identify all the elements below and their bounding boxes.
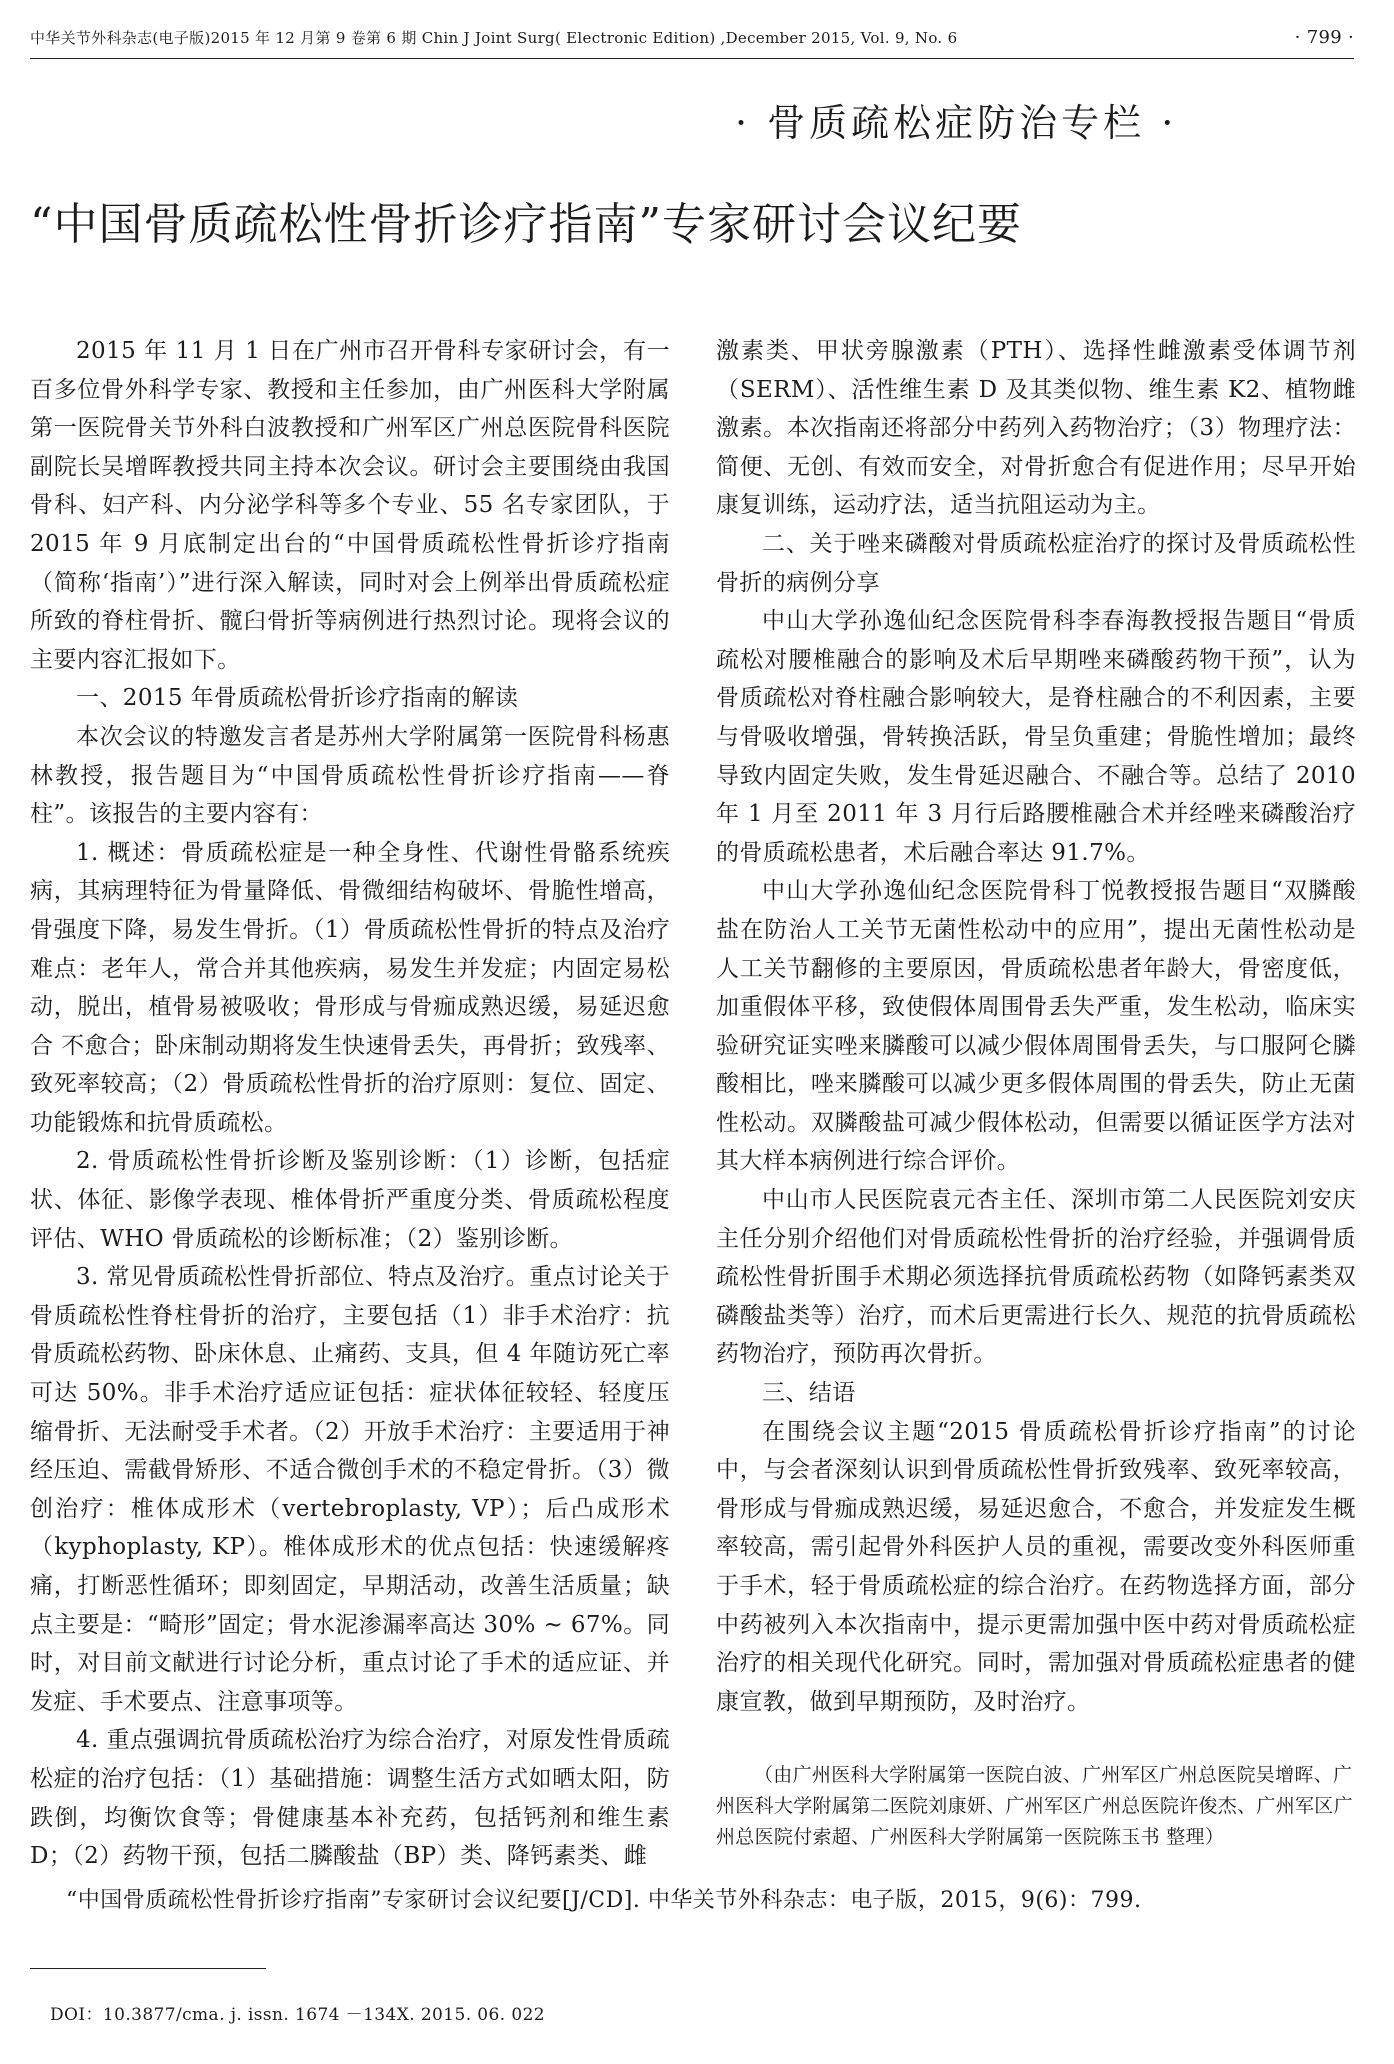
section3-paragraph: 在围绕会议主题“2015 骨质疏松骨折诊疗指南”的讨论中，与会者深刻认识到骨质疏松性骨折致残率、致死率较高，骨形成与骨痂成熟迟缓，易延迟愈合，不愈合，并发症发生概率较高，需引起骨外科医护人员的重视，需要改变外科医师重于手术，轻于骨质疏松症的综合治疗。在药物选择方面，部分中药被列入本次指南中，提示更需加强中医中药对骨质疏松症治疗的相关现代化研究。同时，需加强对骨质疏松症患者的健康宣教，做到早期预防，及时治疗。 [716,1418,1356,1715]
section-heading-2: 二、关于唑来磷酸对骨质疏松症治疗的探讨及骨质疏松性骨折的病例分享 [716,530,1356,596]
right-column [716,332,1356,1721]
item-1-paragraph: 1. 概述：骨质疏松症是一种全身性、代谢性骨骼系统疾病，其病理特征为骨量降低、骨微细结构破坏、骨脆性增高，骨强度下降，易发生骨折。（1）骨质疏松性骨折的特点及治疗难点：老年人，常合并其他疾病，易发生并发症；内固定易松动，脱出，植骨易被吸收；骨形成与骨痂成熟迟缓，易延迟愈合 不愈合；卧床制动期将发生快速骨丢失，再骨折；致残率、致死率较高；（2）骨质疏松性骨折的治疗原则：复位、固定、功能锻炼和抗骨质疏松。 [30,839,670,1136]
section2-paragraph-3: 中山市人民医院袁元杏主任、深圳市第二人民医院刘安庆主任分别介绍他们对骨质疏松性骨折的治疗经验，并强调骨质疏松性骨折围手术期必须选择抗骨质疏松药物（如降钙素类双磷酸盐类等）治疗，而术后更需进行长久、规范的抗骨质疏松药物治疗，预防再次骨折。 [716,1187,1356,1368]
item-4-continuation: 激素类、甲状旁腺激素（PTH）、选择性雌激素受体调节剂（SERM）、活性维生素 D 及其类似物、维生素 K2、植物雌激素。本次指南还将部分中药列入药物治疗；（3）物理疗法：简便、无创、有效而安全，对骨折愈合有促进作用；尽早开始康复训练，运动疗法，适当抗阻运动为主。 [716,338,1356,519]
section-heading-3: 三、结语 [762,1380,856,1407]
footnote-rule [30,1968,266,1969]
header-rule [30,58,1354,59]
column-title: · 骨质疏松症防治专栏 · [735,101,1178,145]
citation: “中国骨质疏松性骨折诊疗指南”专家研讨会议纪要[J/CD]. 中华关节外科杂志：电子版，2015，9(6)：799. [66,1888,1142,1913]
section-heading-1: 一、2015 年骨质疏松骨折诊疗指南的解读 [76,685,519,712]
page-number: · 799 · [1294,27,1354,48]
intro-paragraph: 2015 年 11 月 1 日在广州市召开骨科专家研讨会，有一百多位骨外科学专家、教授和主任参加，由广州医科大学附属第一医院骨关节外科白波教授和广州军区广州总医院骨科医院副院长吴增晖教授共同主持本次会议。研讨会主要围绕由我国骨科、妇产科、内分泌学科等多个专业、55 名专家团队，于 2015 年 9 月底制定出台的“中国骨质疏松性骨折诊疗指南（简称‘指南’）”进行深入解读，同时对会上例举出骨质疏松症所致的脊柱骨折、髋臼骨折等病例进行热烈讨论。现将会议的主要内容汇报如下。 [30,338,670,673]
left-column [30,332,670,1876]
section2-paragraph-2: 中山大学孙逸仙纪念医院骨科丁悦教授报告题目“双膦酸盐在防治人工关节无菌性松动中的应用”，提出无菌性松动是人工关节翻修的主要原因，骨质疏松患者年龄大，骨密度低，加重假体平移，致使假体周围骨丢失严重，发生松动，临床实验研究证实唑来膦酸可以减少假体周围骨丢失，与口服阿仑膦酸相比，唑来膦酸可以减少更多假体周围的骨丢失，防止无菌性松动。双膦酸盐可减少假体松动，但需要以循证医学方法对其大样本病例进行综合评价。 [716,878,1356,1175]
section2-paragraph-1: 中山大学孙逸仙纪念医院骨科李春海教授报告题目“骨质疏松对腰椎融合的影响及术后早期唑来磷酸药物干预”，认为骨质疏松对脊柱融合影响较大，是脊柱融合的不利因素，主要与骨吸收增强，骨转换活跃，骨呈负重建；骨脆性增加；最终导致内固定失败，发生骨延迟融合、不融合等。总结了 2010 年 1 月至 2011 年 3 月行后路腰椎融合术并经唑来磷酸治疗的骨质疏松患者，术后融合率达 91.7%。 [716,608,1356,866]
item-2-paragraph: 2. 骨质疏松性骨折诊断及鉴别诊断：（1）诊断，包括症状、体征、影像学表现、椎体骨折严重度分类、骨质疏松程度评估、WHO 骨质疏松的诊断标准；（2）鉴别诊断。 [30,1148,670,1252]
doi-line: DOI：10.3877/cma. j. issn. 1674 －134X. 2015. 06. 022 [50,2005,545,2025]
article-title: “中国骨质疏松性骨折诊疗指南”专家研讨会议纪要 [30,199,1022,250]
acknowledgment-text: （由广州医科大学附属第一医院白波、广州军区广州总医院吴增晖、广州医科大学附属第二医院刘康妍、广州军区广州总医院许俊杰、广州军区广州总医院付索超、广州医科大学附属第一医院陈玉书 整理） [716,1764,1353,1848]
item-3-paragraph: 3. 常见骨质疏松性骨折部位、特点及治疗。重点讨论关于骨质疏松性脊柱骨折的治疗，主要包括（1）非手术治疗：抗骨质疏松药物、卧床休息、止痛药、支具，但 4 年随访死亡率可达 50%。非手术治疗适应证包括：症状体征较轻、轻度压缩骨折、无法耐受手术者。（2）开放手术治疗：主要适用于神经压迫、需截骨矫形、不适合微创手术的不稳定骨折。（3）微创治疗：椎体成形术（vertebroplasty, VP）；后凸成形术（kyphoplasty, KP）。椎体成形术的优点包括：快速缓解疼痛，打断恶性循环；即刻固定，早期活动，改善生活质量；缺点主要是：“畸形”固定；骨水泥渗漏率高达 30% ~ 67%。同时，对目前文献进行讨论分析，重点讨论了手术的适应证、并发症、手术要点、注意事项等。 [30,1264,670,1715]
running-header [30,26,1354,50]
acknowledgment [716,1760,1356,1853]
item-4-paragraph: 4. 重点强调抗骨质疏松治疗为综合治疗，对原发性骨质疏松症的治疗包括：（1）基础措施：调整生活方式如晒太阳，防跌倒，均衡饮食等；骨健康基本补充药，包括钙剂和维生素 D；（2）药物干预，包括二膦酸盐（BP）类、降钙素类、雌 [30,1727,670,1870]
section1-paragraph: 本次会议的特邀发言者是苏州大学附属第一医院骨科杨惠林教授，报告题目为“中国骨质疏松性骨折诊疗指南——脊柱”。该报告的主要内容有： [30,723,670,828]
journal-line: 中华关节外科杂志(电子版)2015 年 12 月第 9 卷第 6 期 Chin J Joint Surg( Electronic Edition) ,December 2015, Vol. 9, No. 6 [30,29,958,47]
